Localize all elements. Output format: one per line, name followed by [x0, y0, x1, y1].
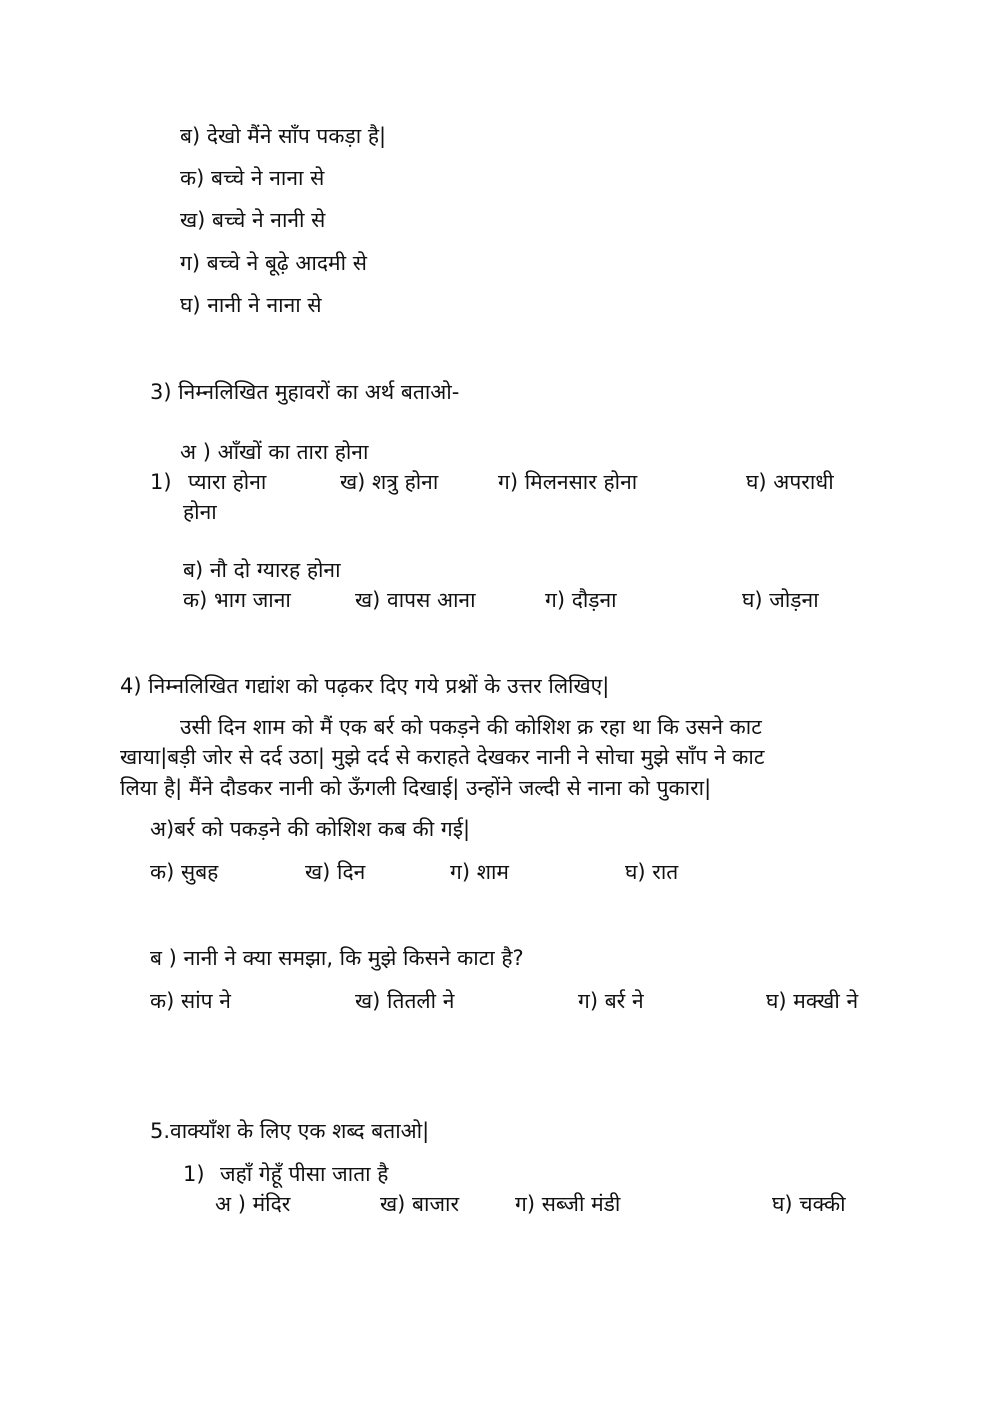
q5-option-gh: घ) चक्की [772, 1192, 846, 1216]
q5-number: 1) [183, 1162, 205, 1186]
q2-option-g: ग) बच्चे ने बूढ़े आदमी से [180, 251, 367, 275]
q5-phrase: जहाँ गेहूँ पीसा जाता है [220, 1162, 389, 1186]
q3-a-phrase: अ ) आँखों का तारा होना [180, 440, 369, 464]
q4-b-option-k: क) सांप ने [150, 989, 231, 1013]
q4-a-option-gh: घ) रात [625, 860, 679, 884]
q3-a-option-gh: घ) अपराधी [746, 470, 834, 494]
q4-question-a: अ)बर्र को पकड़ने की कोशिश कब की गई| [150, 817, 471, 841]
q3-a-option-k: प्यारा होना [188, 470, 267, 494]
q2-option-b: ब) देखो मैंने साँप पकड़ा है| [180, 124, 387, 148]
q4-heading: 4) निम्नलिखित गद्यांश को पढ़कर दिए गये प्रश्नों के उत्तर लिखिए| [120, 674, 610, 698]
q4-passage-line-3: लिया है| मैंने दौडकर नानी को ऊँगली दिखाई| उन्होंने जल्दी से नाना को पुकारा| [120, 776, 712, 800]
q3-a-option-kh: ख) शत्रु होना [340, 470, 439, 494]
q3-b-option-kh: ख) वापस आना [355, 588, 476, 612]
q4-a-option-kh: ख) दिन [305, 860, 366, 884]
q2-option-k: क) बच्चे ने नाना से [180, 166, 325, 190]
q5-option-g: ग) सब्जी मंडी [515, 1192, 621, 1216]
q3-a-option-g: ग) मिलनसार होना [498, 470, 638, 494]
q2-option-kh: ख) बच्चे ने नानी से [180, 208, 326, 232]
q4-b-option-gh: घ) मक्खी ने [766, 989, 859, 1013]
q3-b-option-gh: घ) जोड़ना [742, 588, 819, 612]
q4-b-option-kh: ख) तितली ने [355, 989, 455, 1013]
q3-b-option-k: क) भाग जाना [183, 588, 291, 612]
q5-option-kh: ख) बाजार [380, 1192, 460, 1216]
q3-b-phrase: ब) नौ दो ग्यारह होना [183, 558, 341, 582]
q4-b-option-g: ग) बर्र ने [578, 989, 644, 1013]
q5-option-a: अ ) मंदिर [215, 1192, 291, 1216]
q3-b-option-g: ग) दौड़ना [545, 588, 617, 612]
q3-heading: 3) निम्नलिखित मुहावरों का अर्थ बताओ- [150, 380, 460, 404]
q4-passage-line-2: खाया|बड़ी जोर से दर्द उठा| मुझे दर्द से कराहते देखकर नानी ने सोचा मुझे साँप ने काट [120, 745, 765, 769]
q4-a-option-k: क) सुबह [150, 860, 219, 884]
q3-a-number: 1) [150, 470, 172, 494]
q4-a-option-g: ग) शाम [450, 860, 509, 884]
q4-passage-line-1: उसी दिन शाम को मैं एक बर्र को पकड़ने की कोशिश क्र रहा था कि उसने काट [180, 715, 762, 739]
q3-a-option-gh-continued: होना [183, 500, 217, 524]
q4-question-b: ब ) नानी ने क्या समझा, कि मुझे किसने काटा है? [150, 946, 524, 970]
q2-option-gh: घ) नानी ने नाना से [180, 293, 322, 317]
q5-heading: 5.वाक्याँश के लिए एक शब्द बताओ| [150, 1119, 430, 1143]
